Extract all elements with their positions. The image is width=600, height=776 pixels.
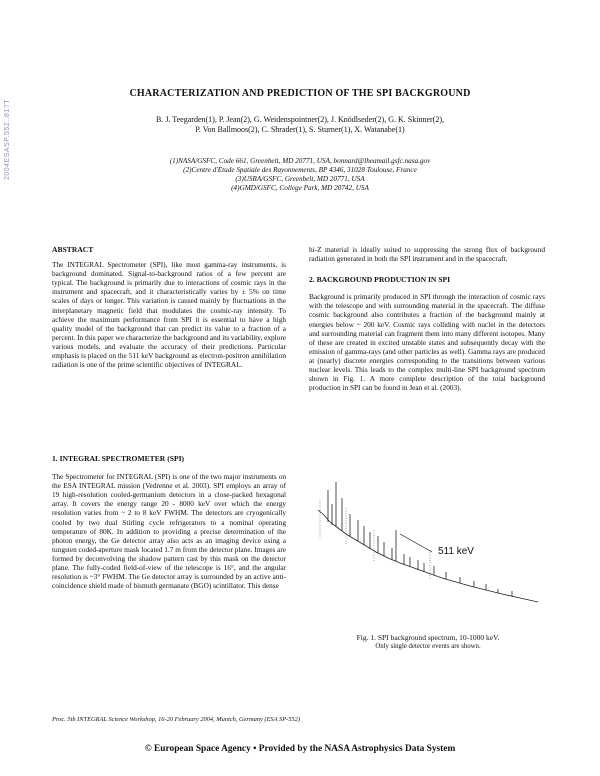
figure-caption-line: Fig. 1. SPI background spectrum, 10-1000 keV. bbox=[356, 633, 500, 642]
section-1 bbox=[52, 454, 286, 590]
ads-provider-footer: © European Space Agency • Provided by the NASA Astrophysics Data System bbox=[144, 744, 456, 754]
abstract-section bbox=[52, 245, 286, 369]
affiliation-line: (1)NASA/GSFC, Code 661, Greenbelt, MD 20771, USA, bonnard@lheamail.gsfc.nasa.gov bbox=[169, 157, 431, 165]
author-list bbox=[60, 115, 540, 135]
section-1-text: The Spectrometer for INTEGRAL (SPI) is one of the two major instruments on the ESA INTEGRAL mission (Vedrenne et al. 2003). SPI employs an array of 19 high-resolution cooled-germanium detectors in a close-packed hexagonal array. It covers the energy range 20 - 8000 keV over which the energy resolution varies from ~ 2 to 8 keV FWHM. The detectors are cryogenically cooled by two dual Stirling cycle refrigerators to a nominal operating temperature of 80K. In addition to providing a precise determination of the photon energy, the Ge detector array also acts as an imaging device using a tungsten coded-aperture mask located 1.7 m from the detector plane. Images are formed by deconvolving the shadow pattern cast by this mask on the detector plane. The fully-coded field-of-view of the telescope is 16°, and the angular resolution is ~3° FWHM. The Ge detector array is surrounded by an active anti-coincidence shield made of bismuth germanate (BGO) scintillator. This dense bbox=[52, 472, 287, 591]
affiliation-line: (3)USRA/GSFC, Greenbelt, MD 20771, USA bbox=[235, 175, 365, 183]
ads-bibcode-stamp: 2004ESASP.552..817T bbox=[4, 99, 11, 180]
spi-background-spectrum-figure bbox=[310, 470, 546, 620]
abstract-text: The INTEGRAL Spectrometer (SPI), like most gamma-ray instruments, is background dominated. Signal-to-background ratios of a few percent are typical. The background is primarily due to interactions of cosmic rays in the instrument and spacecraft, and it characteristically varies by ± 5% on time scales of days or longer. This variation is caused mainly by fluctuations in the interplanetary magnetic field that modulates the cosmic-ray intensity. To achieve the maximum performance from SPI it is essential to have a high quality model of the background that can predict its value to a fraction of a percent. In this paper we characterize the background and its variability, explore various models, and evaluate the accuracy of their predictions. Particular emphasis is placed on the 511 keV background as electron-positron annihilation radiation is one of the prime scientific objectives of INTEGRAL. bbox=[52, 260, 286, 370]
affiliation-list bbox=[60, 157, 540, 193]
section-2-text: Background is primarily produced in SPI through the interaction of cosmic rays with the telescope and with surrounding material in the spacecraft. The diffuse cosmic background also contributes a fraction of the background mainly at energies below ~ 200 keV. Cosmic rays colliding with nuclei in the detectors and surrounding material can fragment them into many different isotopes. Many of these are created in excited unstable states and subsequently decay with the emission of gamma-rays (and other particles as well). Gamma rays are produced at (nearly) discrete energies corresponding to the transitions between various nuclear levels. This leads to the complex multi-line SPI background spectrum shown in Fig. 1. A more complete description of the total background production in SPI can be found in Jean et al. (2003). bbox=[309, 292, 545, 393]
figure-caption-note: Only single detector events are shown. bbox=[375, 643, 481, 650]
511-kev-pointer bbox=[400, 534, 432, 552]
affiliation-line: (2)Centre d'Etude Spatiale des Rayonnements, BP 4346, 31028 Toulouse, France bbox=[183, 166, 417, 174]
author-line: B. J. Teegarden(1), P. Jean(2), G. Weidenspointner(2), J. Knödlseder(2), G. K. Skinner(2), bbox=[156, 115, 444, 124]
511-kev-label: 511 keV bbox=[438, 546, 474, 557]
section-1-heading: 1. INTEGRAL SPECTROMETER (SPI) bbox=[52, 454, 185, 463]
proceedings-footnote: Proc. 5th INTEGRAL Science Workshop, 16-20 February 2004, Munich, Germany (ESA SP-552) bbox=[52, 716, 300, 723]
right-column bbox=[309, 245, 545, 392]
abstract-heading: ABSTRACT bbox=[52, 245, 94, 254]
paper-title: CHARACTERIZATION AND PREDICTION OF THE SPI BACKGROUND bbox=[129, 88, 471, 99]
author-line: P. Von Ballmoos(2), C. Shrader(1), S. Sturner(1), X. Watanabe(1) bbox=[195, 125, 405, 134]
affiliation-line: (4)GMD/GSFC, College Park, MD 20742, USA bbox=[231, 184, 369, 192]
right-intro-text: hi-Z material is ideally suited to suppressing the strong flux of background radiation generated in both the SPI instrument and in the spacecraft. bbox=[309, 245, 545, 264]
section-2-heading: 2. BACKGROUND PRODUCTION IN SPI bbox=[309, 275, 451, 285]
figure-caption bbox=[310, 633, 546, 651]
